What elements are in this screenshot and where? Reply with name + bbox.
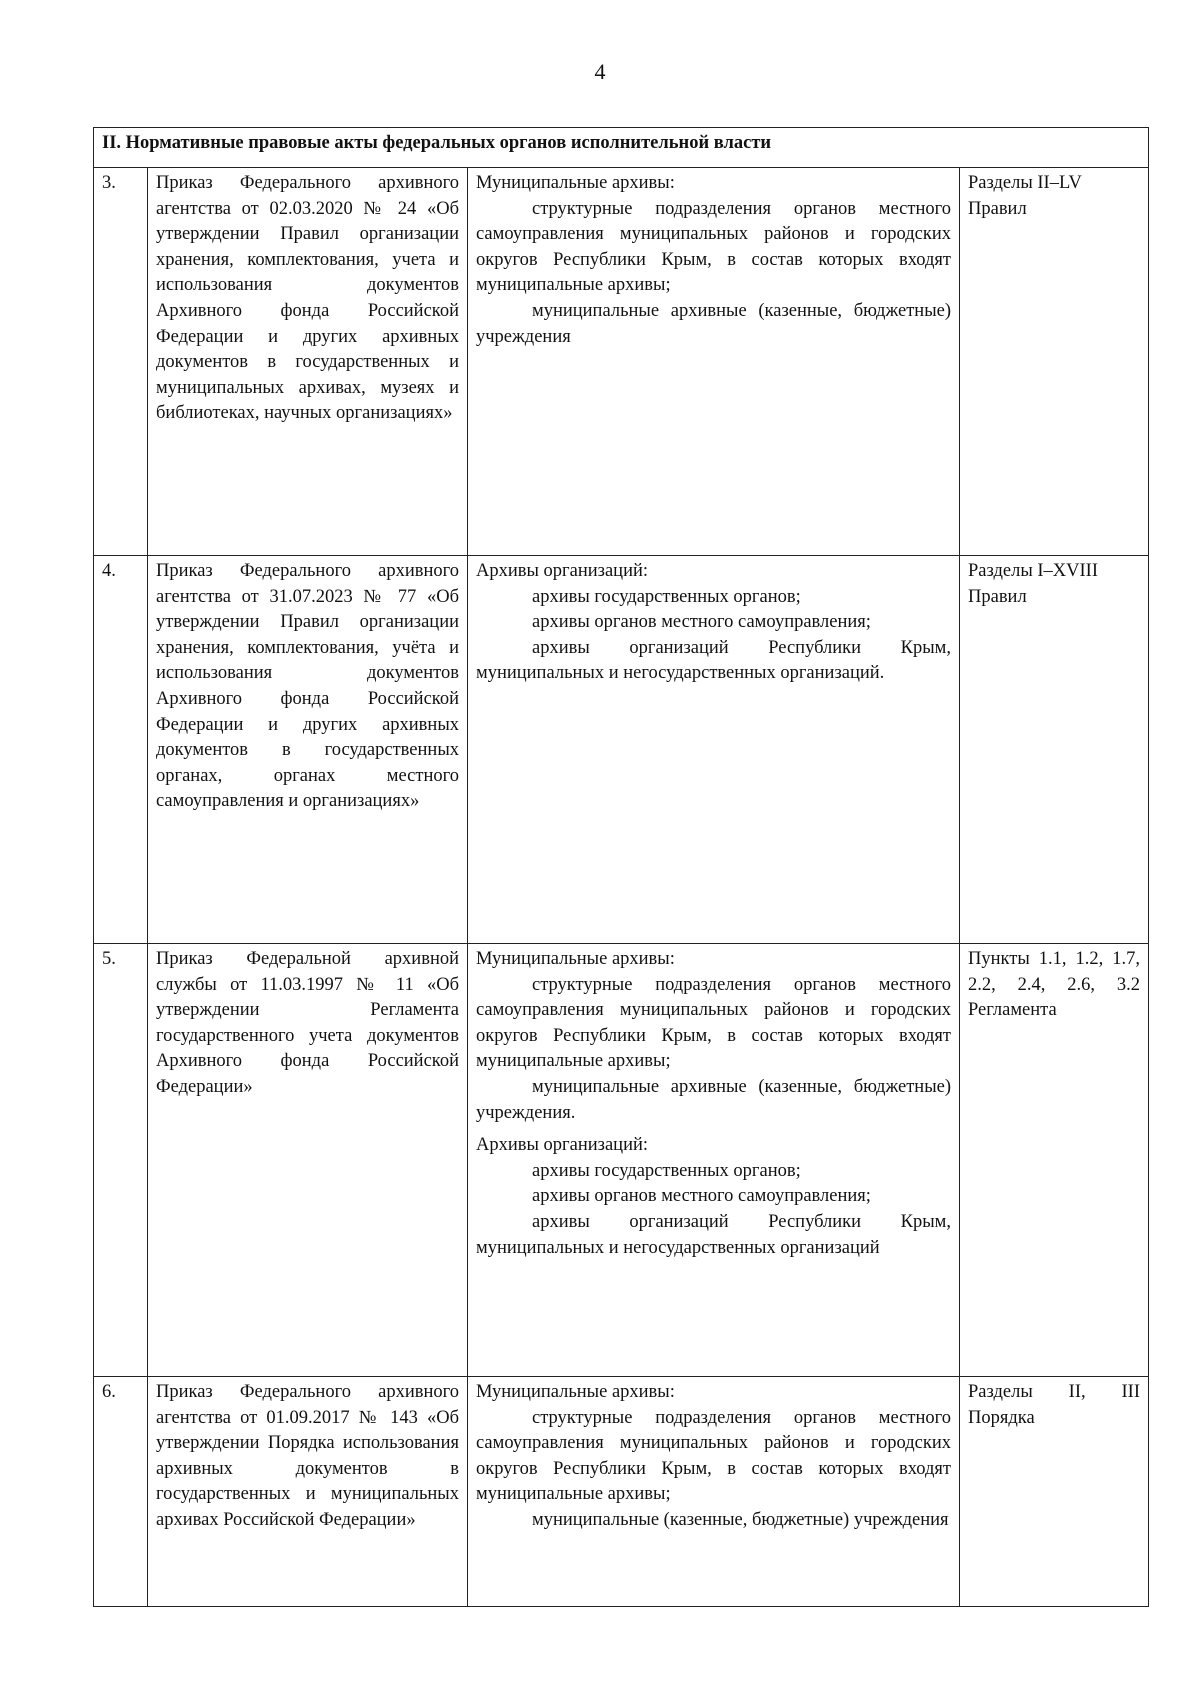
row-number: 6.: [94, 1377, 148, 1607]
table-row: [94, 944, 1149, 1377]
scope-item: структурные подразделения органов местного самоуправления муниципальных районов и городских округов Республики Крым, в состав которых входят муниципальные архивы;: [476, 1407, 951, 1505]
table-row: [94, 168, 1149, 556]
scope-item: муниципальные архивные (казенные, бюджетные) учреждения.: [476, 1076, 951, 1123]
scope-item: архивы государственных органов;: [532, 586, 801, 607]
section-heading-row: [94, 128, 1149, 168]
scope-group: [476, 947, 951, 1126]
scope-item: архивы организаций Республики Крым, муниципальных и негосударственных организаций: [476, 1211, 951, 1258]
sections-cell: Разделы I–XVIII Правил: [960, 556, 1149, 944]
scope-cell: [468, 1377, 960, 1607]
sections-cell: Разделы II, III Порядка: [960, 1377, 1149, 1607]
scope-group: [476, 1380, 951, 1534]
scope-item: архивы органов местного самоуправления;: [532, 1186, 871, 1207]
row-number: 3.: [94, 168, 148, 556]
scope-heading: Муниципальные архивы:: [476, 173, 675, 193]
legal-acts-table: [93, 127, 1149, 1607]
scope-group: [476, 171, 951, 350]
scope-group: [476, 1133, 951, 1261]
scope-item: муниципальные (казенные, бюджетные) учреждения: [532, 1509, 949, 1530]
sections-cell: Разделы II–LV Правил: [960, 168, 1149, 556]
scope-item: архивы государственных органов;: [532, 1160, 801, 1181]
section-title: II. Нормативные правовые акты федеральных органов исполнительной власти: [94, 128, 1149, 168]
scope-group: [476, 559, 951, 687]
scope-item: структурные подразделения органов местного самоуправления муниципальных районов и городских округов Республики Крым, в состав которых входят муниципальные архивы;: [476, 974, 951, 1072]
scope-heading: Муниципальные архивы:: [476, 949, 675, 969]
table-row: [94, 556, 1149, 944]
table-row: [94, 1377, 1149, 1607]
scope-item: архивы организаций Республики Крым, муниципальных и негосударственных организаций.: [476, 637, 951, 684]
scope-heading: Муниципальные архивы:: [476, 1382, 675, 1402]
page-number: 4: [594, 59, 606, 84]
scope-item: структурные подразделения органов местного самоуправления муниципальных районов и городских округов Республики Крым, в состав которых входят муниципальные архивы;: [476, 198, 951, 296]
legal-act-cell: Приказ Федеральной архивной службы от 11.03.1997 № 11 «Об утверждении Регламента государственного учета документов Архивного фонда Российской Федерации»: [148, 944, 468, 1377]
scope-heading: Архивы организаций:: [476, 1135, 649, 1156]
legal-act-cell: Приказ Федерального архивного агентства от 02.03.2020 № 24 «Об утверждении Правил организации хранения, комплектования, учета и использования документов Архивного фонда Российской Федерации и других архивных документов в государственных и муниципальных архивах, музеях и библиотеках, научных организациях»: [148, 168, 468, 556]
sections-cell: Пункты 1.1, 1.2, 1.7, 2.2, 2.4, 2.6, 3.2 Регламента: [960, 944, 1149, 1377]
scope-cell: [468, 944, 960, 1377]
scope-heading: Архивы организаций:: [476, 561, 649, 581]
scope-item: муниципальные архивные (казенные, бюджетные) учреждения: [476, 300, 951, 347]
legal-act-cell: Приказ Федерального архивного агентства от 31.07.2023 № 77 «Об утверждении Правил организации хранения, комплектования, учёта и использования документов Архивного фонда Российской Федерации и других архивных документов в государственных органах, органах местного самоуправления и организациях»: [148, 556, 468, 944]
scope-item: архивы органов местного самоуправления;: [532, 612, 871, 633]
legal-act-cell: Приказ Федерального архивного агентства от 01.09.2017 № 143 «Об утверждении Порядка использования архивных документов в государственных и муниципальных архивах Российской Федерации»: [148, 1377, 468, 1607]
row-number: 4.: [94, 556, 148, 944]
scope-cell: [468, 168, 960, 556]
row-number: 5.: [94, 944, 148, 1377]
scope-cell: [468, 556, 960, 944]
